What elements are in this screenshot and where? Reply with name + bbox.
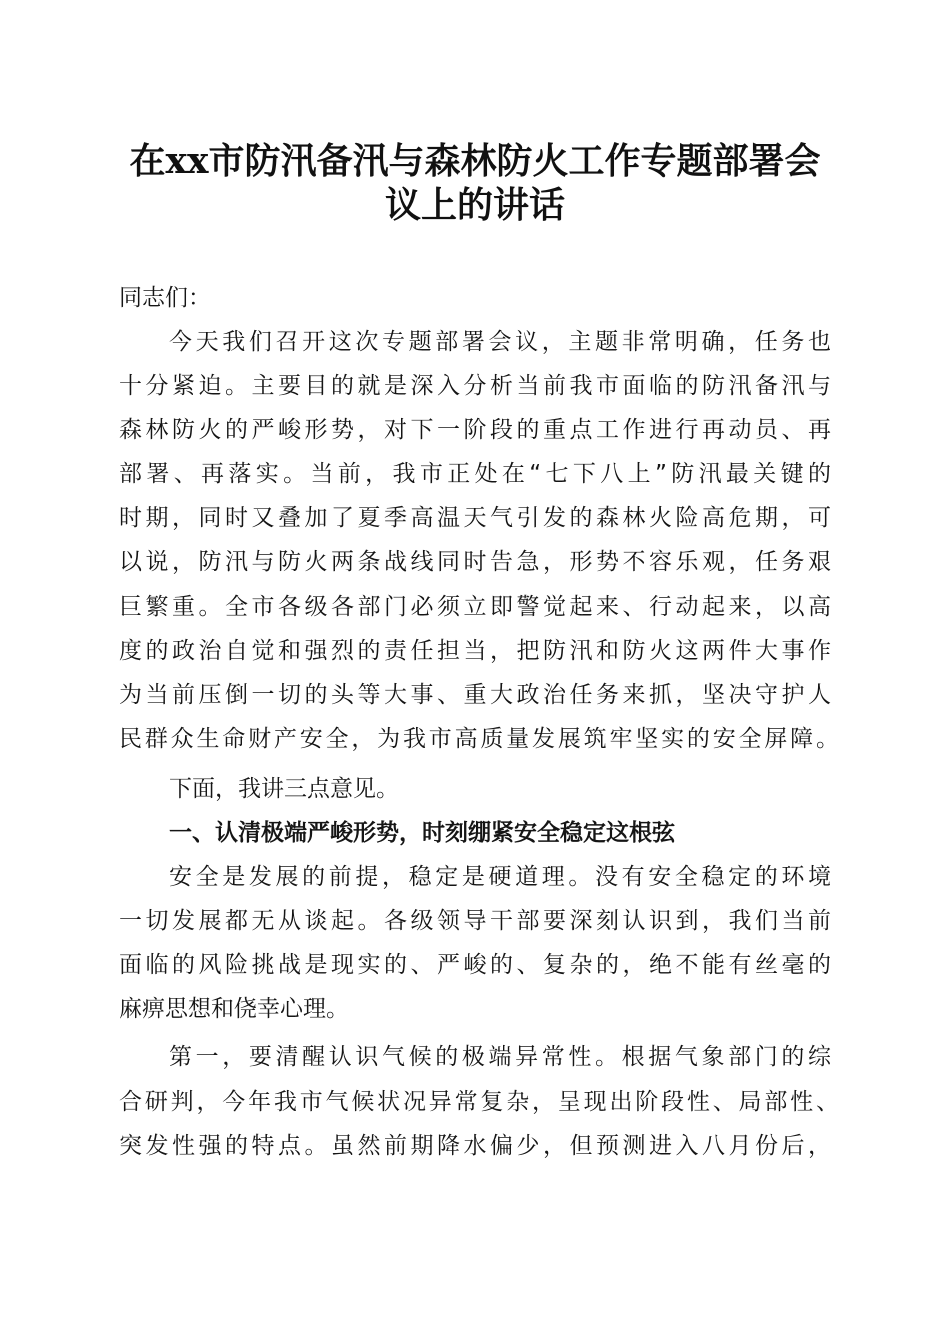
paragraph-1-line: 巨繁重。全市各级各部门必须立即警觉起来、行动起来，以高 <box>119 594 831 620</box>
paragraph-2-line: 下面，我讲三点意见。 <box>169 776 399 802</box>
paragraph-1-line: 为当前压倒一切的头等大事、重大政治任务来抓，坚决守护人 <box>119 682 831 708</box>
paragraph-1-line: 森林防火的严峻形势，对下一阶段的重点工作进行再动员、再 <box>119 417 831 443</box>
section-1-paragraph-1-line: 一切发展都无从谈起。各级领导干部要深刻认识到，我们当前 <box>119 908 831 934</box>
paragraph-1-line: 以说，防汛与防火两条战线同时告急，形势不容乐观，任务艰 <box>119 549 831 575</box>
document-title-line-2: 议上的讲话 <box>384 184 565 226</box>
section-1-paragraph-2-line: 突发性强的特点。虽然前期降水偏少，但预测进入八月份后， <box>119 1133 831 1159</box>
section-1-paragraph-1-line: 安全是发展的前提，稳定是硬道理。没有安全稳定的环境 <box>169 864 831 890</box>
paragraph-1-line: 今天我们召开这次专题部署会议，主题非常明确，任务也 <box>169 329 831 355</box>
paragraph-1-line: 十分紧迫。主要目的就是深入分析当前我市面临的防汛备汛与 <box>119 373 831 399</box>
section-1-paragraph-2-line: 第一，要清醒认识气候的极端异常性。根据气象部门的综 <box>169 1044 831 1070</box>
salutation: 同志们： <box>119 285 211 311</box>
paragraph-1-line: 度的政治自觉和强烈的责任担当，把防汛和防火这两件大事作 <box>119 638 831 664</box>
document-title-line-1: 在xx市防汛备汛与森林防火工作专题部署会 <box>129 140 821 182</box>
section-1-paragraph-1-line: 面临的风险挑战是现实的、严峻的、复杂的，绝不能有丝毫的 <box>119 952 831 978</box>
paragraph-1-line: 民群众生命财产安全，为我市高质量发展筑牢坚实的安全屏障。 <box>119 726 839 752</box>
paragraph-1-line: 时期，同时又叠加了夏季高温天气引发的森林火险高危期，可 <box>119 505 831 531</box>
section-1-heading: 一、认清极端严峻形势，时刻绷紧安全稳定这根弦 <box>169 820 675 846</box>
section-1-paragraph-2-line: 合研判，今年我市气候状况异常复杂，呈现出阶段性、局部性、 <box>119 1089 839 1115</box>
paragraph-1-line: 部署、再落实。当前，我市正处在“七下八上”防汛最关键的 <box>119 461 831 487</box>
section-1-paragraph-1-line: 麻痹思想和侥幸心理。 <box>119 996 349 1022</box>
